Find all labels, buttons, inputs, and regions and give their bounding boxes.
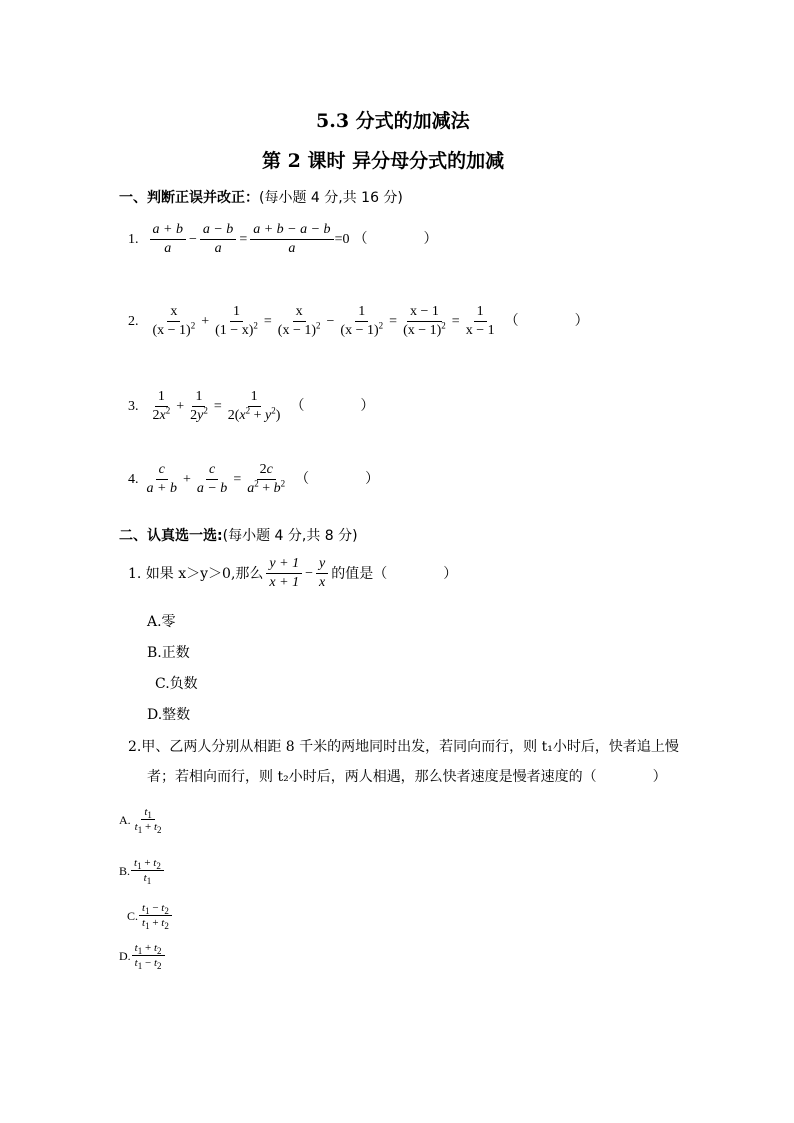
fraction: $\frac{x}{(x - 1)^2}$ bbox=[277, 304, 321, 338]
fraction: $\frac{1}{2x^2}$ bbox=[152, 389, 171, 423]
fraction: $\frac{1}{2y^2}$ bbox=[190, 389, 208, 423]
section1-title: 一、判断正误并改正： bbox=[119, 190, 259, 206]
option-d[interactable] bbox=[119, 942, 166, 972]
fraction: $\frac{a + b}{a}$ bbox=[150, 222, 186, 257]
page-subtitle: 第 2 课时 异分母分式的加减 bbox=[262, 150, 505, 172]
question-2-line-2: 者；若相向而行，则 t₂小时后，两人相遇，那么快者速度是慢者速度的（ ） bbox=[147, 769, 667, 785]
fraction: $\frac{y}{x}$ bbox=[316, 556, 328, 591]
option-b[interactable]: B.正数 bbox=[147, 645, 190, 661]
option-b[interactable] bbox=[119, 857, 165, 887]
fraction: $\frac{t_1 - t_2}{t_1 + t_2}$ bbox=[139, 902, 172, 929]
judge-item-2: 2. $\frac{x}{(x - 1)^2}$ + $\frac{1}{(1 - x)^2}$ = $\frac{x}{(x - 1)^2}$ − $\frac{1}{(x - 1)^2}$ = $\frac{x - 1}{(x - 1)^2}$ = $\frac{1}{x - 1}$ （ ） bbox=[128, 304, 589, 338]
answer-blank[interactable]: （ ） bbox=[504, 313, 589, 329]
fraction: $\frac{1}{(1 - x)^2}$ bbox=[215, 304, 258, 338]
option-a[interactable] bbox=[119, 806, 166, 836]
section2-title: 二、认真选一选: bbox=[119, 528, 223, 544]
item-number: 4. bbox=[128, 471, 139, 487]
question-prefix: 1. 如果 x＞y＞0,那么 bbox=[128, 565, 264, 582]
judge-item-4: 4. $\frac{c}{a + b}$ + $\frac{c}{a - b}$ = $\frac{2c}{a^2 + b^2}$ （ ） bbox=[128, 462, 380, 496]
judge-item-3: 3. $\frac{1}{2x^2}$ + $\frac{1}{2y^2}$ = $\frac{1}{2(x^2 + y^2)}$ （ ） bbox=[128, 389, 375, 423]
section2-heading bbox=[119, 525, 358, 545]
section2-note: (每小题 4 分,共 8 分) bbox=[222, 528, 358, 544]
answer-blank[interactable]: （ ） bbox=[295, 471, 380, 487]
fraction: $\frac{t_1 + t_2}{t_1}$ bbox=[131, 857, 164, 884]
option-c[interactable]: C.负数 bbox=[155, 676, 198, 692]
fraction: $\frac{t_1}{t_1 + t_2}$ bbox=[134, 806, 162, 836]
option-a[interactable]: A.零 bbox=[147, 614, 176, 630]
choice-question-1: 1. 如果 x＞y＞0,那么 $\frac{y + 1}{x + 1}$ − $\frac{y}{x}$ 的值是（ ） bbox=[128, 556, 458, 590]
judge-item-1: 1. $\frac{a + b}{a}$ − $\frac{a - b}{a}$ = $\frac{a + b - a - b}{a}$ =0 （ ） bbox=[128, 222, 438, 256]
equals-zero: =0 bbox=[334, 231, 350, 247]
fraction: $\frac{y + 1}{x + 1}$ bbox=[266, 556, 302, 591]
option-label: A. bbox=[119, 812, 131, 827]
option-label: B. bbox=[119, 863, 131, 878]
fraction: $\frac{1}{x - 1}$ bbox=[465, 304, 495, 338]
fraction: $\frac{x - 1}{(x - 1)^2}$ bbox=[403, 304, 446, 338]
fraction: $\frac{c}{a + b}$ bbox=[146, 462, 177, 496]
section1-heading bbox=[119, 187, 403, 207]
fraction: $\frac{1}{2(x^2 + y^2)}$ bbox=[227, 389, 281, 423]
option-c[interactable] bbox=[127, 902, 173, 932]
item-number: 2. bbox=[128, 313, 139, 329]
answer-blank[interactable]: （ ） bbox=[290, 398, 375, 414]
fraction: $\frac{t_1 + t_2}{t_1 - t_2}$ bbox=[132, 942, 165, 969]
item-number: 3. bbox=[128, 398, 139, 414]
page-title: 5.3 分式的加减法 bbox=[316, 110, 470, 132]
option-label: D. bbox=[119, 948, 131, 963]
fraction: $\frac{1}{(x - 1)^2}$ bbox=[340, 304, 384, 338]
item-number: 1. bbox=[128, 231, 139, 247]
fraction: $\frac{c}{a - b}$ bbox=[196, 462, 228, 496]
option-d[interactable]: D.整数 bbox=[147, 707, 191, 723]
fraction: $\frac{2c}{a^2 + b^2}$ bbox=[247, 462, 286, 496]
fraction: $\frac{a - b}{a}$ bbox=[200, 222, 236, 257]
answer-blank[interactable]: （ ） bbox=[353, 231, 438, 247]
question-suffix: 的值是（ ） bbox=[331, 565, 458, 582]
question-2-line-1: 2.甲、乙两人分别从相距 8 千米的两地同时出发，若同向而行，则 t₁小时后，快者追上慢 bbox=[128, 739, 679, 755]
section1-note: (每小题 4 分,共 16 分) bbox=[259, 190, 403, 206]
fraction: $\frac{x}{(x - 1)^2}$ bbox=[152, 304, 196, 338]
fraction: $\frac{a + b - a - b}{a}$ bbox=[250, 222, 333, 257]
option-label: C. bbox=[127, 908, 139, 923]
